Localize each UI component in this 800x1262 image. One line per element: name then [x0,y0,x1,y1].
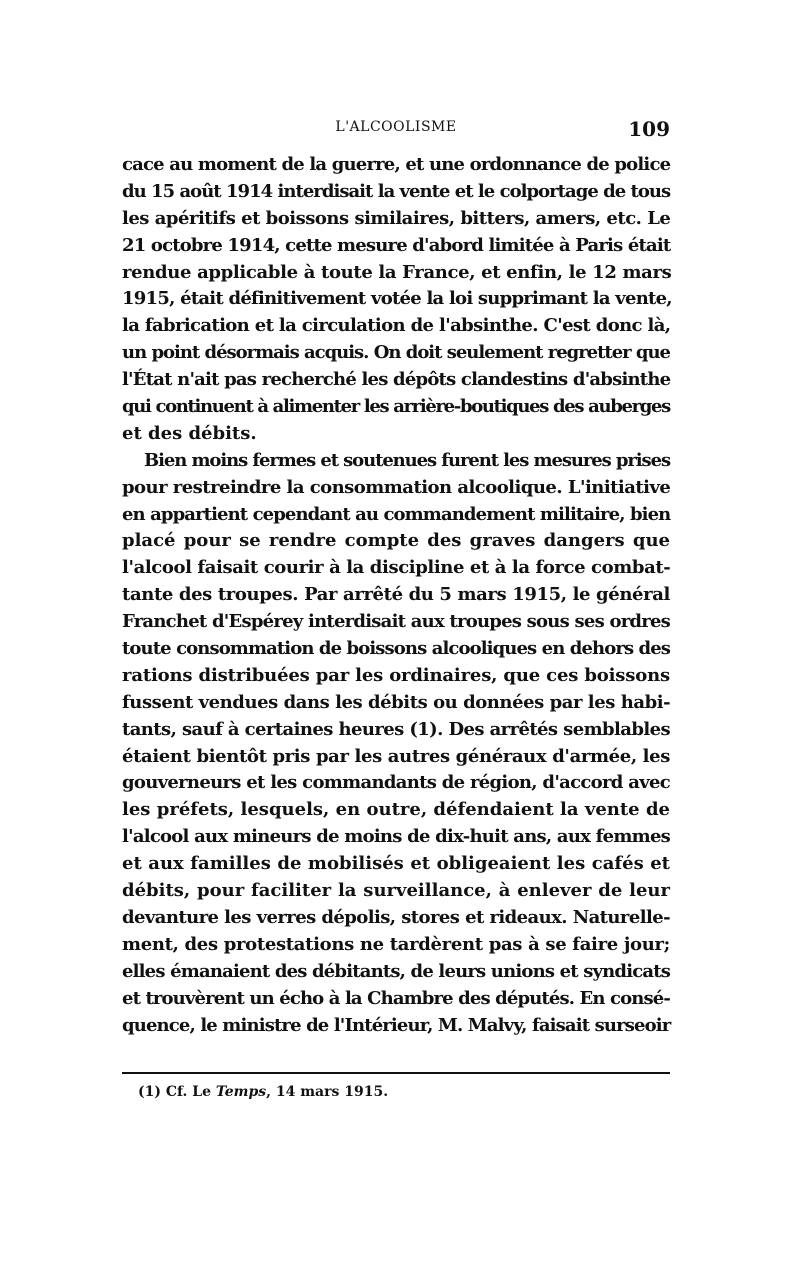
text-line: toute consommation de boissons alcooliques en dehors des [122,638,671,660]
text-line: et aux familles de mobilisés et obligeaient les cafés et [122,853,670,875]
text-line: elles émanaient des débitants, de leurs unions et syndicats [122,960,671,982]
running-title: L'ALCOOLISME [335,119,457,135]
text-line: 1915, était définitivement votée la loi supprimant la vente, [122,288,672,310]
footnote-rule [122,1072,670,1074]
text-line: rendue applicable à toute la France, et enfin, le 12 mars [122,261,672,283]
text-line: qui continuent à alimenter les arrière-boutiques des auberges [122,396,670,418]
body-text [122,152,670,1039]
text-line: les apéritifs et boissons similaires, bitters, amers, etc. Le [122,207,671,229]
text-line: Bien moins fermes et soutenues furent les mesures prises [144,449,670,471]
text-line: devanture les verres dépolis, stores et rideaux. Naturelle- [122,906,670,928]
footnote-source: Temps [215,1084,267,1100]
text-line: du 15 août 1914 interdisait la vente et le colportage de tous [122,180,671,202]
text-line: la fabrication et la circulation de l'absinthe. C'est donc là, [122,315,671,337]
text-line: les préfets, lesquels, en outre, défendaient la vente de [122,799,670,821]
text-line: fussent vendues dans les débits ou données par les habi- [122,691,671,713]
text-line: Franchet d'Espérey interdisait aux troupes sous ses ordres [122,611,671,633]
footnote-prefix: (1) Cf. Le [138,1084,216,1100]
text-line: cace au moment de la guerre, et une ordonnance de police [122,154,671,175]
text-line: l'alcool aux mineurs de moins de dix-huit ans, aux femmes [122,826,671,848]
footnote-date: , 14 mars 1915. [266,1084,389,1100]
text-line: l'alcool faisait courir à la discipline et à la force combat- [122,557,671,579]
text-line: quence, le ministre de l'Intérieur, M. Malvy, faisait surseoir [122,1014,671,1036]
text-line: gouverneurs et les commandants de région, d'accord avec [122,772,671,794]
text-line: 21 octobre 1914, cette mesure d'abord limitée à Paris était [122,234,671,256]
text-line: tante des troupes. Par arrêté du 5 mars 1915, le général [122,584,670,606]
text-line: et trouvèrent un écho à la Chambre des députés. En consé- [122,987,671,1009]
text-line: étaient bientôt pris par les autres généraux d'armée, les [122,745,670,767]
footnote [138,1084,388,1100]
page-header [122,117,670,141]
text-line: rations distribuées par les ordinaires, que ces boissons [122,664,670,686]
text-line: placé pour se rendre compte des graves dangers que [122,530,670,552]
page-number: 109 [628,117,670,141]
text-line: en appartient cependant au commandement militaire, bien [122,503,671,525]
text-line: pour restreindre la consommation alcoolique. L'initiative [122,476,671,498]
text-line: et des débits. [122,422,257,444]
text-line: l'État n'ait pas recherché les dépôts clandestins d'absinthe [122,369,671,391]
text-line: un point désormais acquis. On doit seulement regretter que [122,342,670,364]
text-line: ment, des protestations ne tardèrent pas à se faire jour; [122,933,670,955]
text-line: débits, pour faciliter la surveillance, à enlever de leur [122,880,670,902]
text-line: tants, sauf à certaines heures (1). Des arrêtés semblables [122,718,671,740]
